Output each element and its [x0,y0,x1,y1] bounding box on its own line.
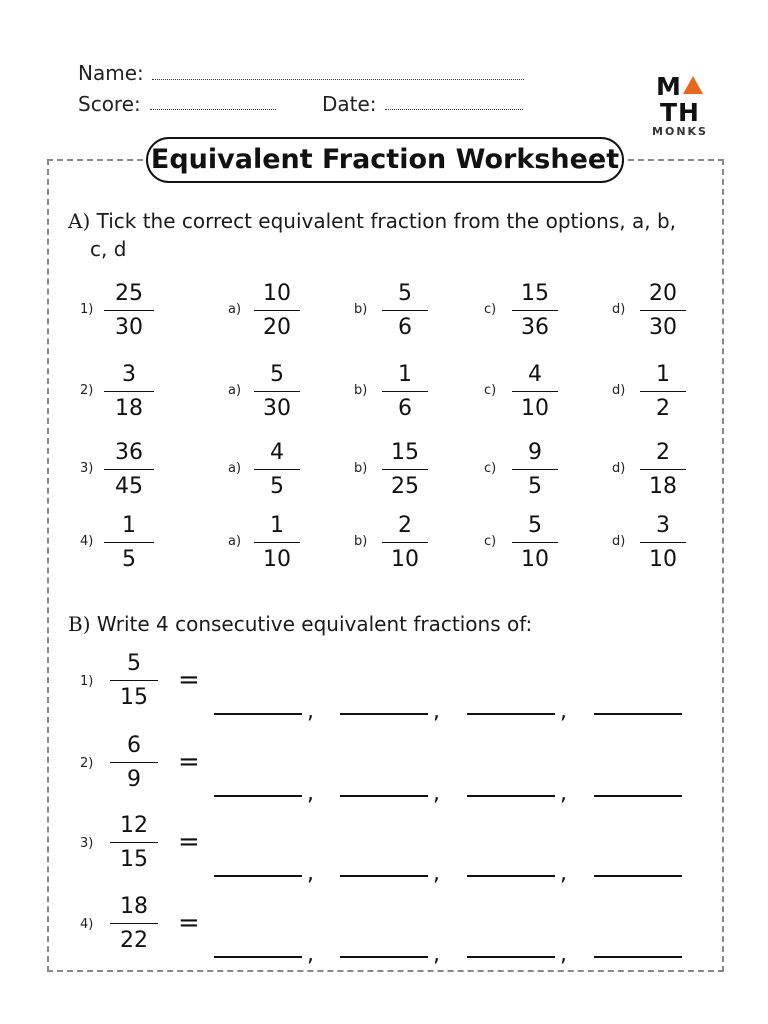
numerator: 15 [391,440,419,465]
fraction-bar [640,469,686,470]
option-fraction [640,513,686,573]
option-label[interactable]: a) [228,383,242,398]
fraction-bar [512,391,558,392]
denominator: 18 [115,396,143,421]
answer-blank[interactable] [214,875,302,877]
logo-wordmark: MTH [640,74,720,126]
date-field[interactable] [385,109,523,110]
numerator: 36 [115,440,143,465]
option-label[interactable]: a) [228,461,242,476]
section-a-instruction-cont: c, d [90,237,127,261]
answer-blank[interactable] [214,713,302,715]
question-number: 3) [80,461,94,476]
numerator: 5 [270,362,284,387]
numerator: 1 [270,513,284,538]
fraction-bar [104,542,154,543]
question-fraction [110,651,158,711]
question-number: 1) [80,674,94,689]
option-fraction [254,281,300,341]
option-fraction [254,440,300,500]
option-label[interactable]: c) [484,534,497,549]
score-label: Score: [78,92,141,116]
numerator: 9 [528,440,542,465]
denominator: 10 [521,547,549,572]
option-label[interactable]: c) [484,461,497,476]
triangle-icon [683,76,703,94]
question-number: 2) [80,383,94,398]
comma: , [433,781,440,806]
question-fraction [110,894,158,954]
name-label: Name: [78,61,144,85]
answer-blank[interactable] [467,795,555,797]
option-label[interactable]: d) [612,461,626,476]
option-label[interactable]: b) [354,534,368,549]
numerator: 3 [122,362,136,387]
numerator: 2 [656,440,670,465]
option-label[interactable]: b) [354,383,368,398]
fraction-bar [110,842,158,843]
numerator: 25 [115,281,143,306]
option-label[interactable]: d) [612,302,626,317]
answer-blank[interactable] [340,956,428,958]
section-b-instruction: Write 4 consecutive equivalent fractions of: [96,612,533,636]
fraction-bar [254,469,300,470]
fraction-bar [254,391,300,392]
denominator: 30 [649,315,677,340]
numerator: 1 [398,362,412,387]
answer-blank[interactable] [467,956,555,958]
fraction-bar [382,542,428,543]
answer-blank[interactable] [340,795,428,797]
math-monks-logo [640,74,720,138]
comma: , [307,942,314,967]
comma: , [560,781,567,806]
option-fraction [640,281,686,341]
numerator: 6 [127,733,141,758]
comma: , [560,861,567,886]
denominator: 22 [120,928,148,953]
option-fraction [254,513,300,573]
denominator: 30 [263,396,291,421]
fraction-bar [254,542,300,543]
section-a-heading [68,207,708,235]
score-field[interactable] [150,109,276,110]
option-fraction [640,440,686,500]
fraction-bar [104,469,154,470]
denominator: 10 [521,396,549,421]
option-fraction [382,440,428,500]
fraction-bar [110,762,158,763]
fraction-bar [110,680,158,681]
fraction-bar [640,310,686,311]
option-label[interactable]: c) [484,383,497,398]
fraction-bar [382,469,428,470]
option-fraction [512,513,558,573]
question-fraction [110,733,158,793]
section-b-heading [68,610,708,638]
fraction-bar [640,542,686,543]
denominator: 6 [398,315,412,340]
answer-blank[interactable] [467,875,555,877]
comma: , [560,699,567,724]
denominator: 2 [656,396,670,421]
section-a-letter: A) [68,209,91,233]
fraction-bar [110,923,158,924]
numerator: 5 [528,513,542,538]
question-number: 3) [80,836,94,851]
fraction-bar [512,542,558,543]
equals-sign: = [178,747,200,777]
comma: , [307,781,314,806]
answer-blank[interactable] [467,713,555,715]
equals-sign: = [178,827,200,857]
comma: , [307,699,314,724]
fraction-bar [640,391,686,392]
numerator: 1 [122,513,136,538]
option-label[interactable]: b) [354,302,368,317]
numerator: 4 [270,440,284,465]
question-fraction [104,281,154,341]
fraction-bar [104,310,154,311]
numerator: 3 [656,513,670,538]
question-number: 4) [80,534,94,549]
equals-sign: = [178,665,200,695]
numerator: 20 [649,281,677,306]
denominator: 30 [115,315,143,340]
answer-blank[interactable] [214,956,302,958]
comma: , [433,942,440,967]
option-fraction [382,281,428,341]
answer-blank[interactable] [594,713,682,715]
numerator: 15 [521,281,549,306]
denominator: 20 [263,315,291,340]
question-number: 4) [80,917,94,932]
answer-blank[interactable] [340,713,428,715]
fraction-bar [254,310,300,311]
comma: , [433,699,440,724]
denominator: 5 [528,474,542,499]
option-fraction [382,362,428,422]
fraction-bar [512,310,558,311]
comma: , [307,861,314,886]
numerator: 18 [120,894,148,919]
answer-blank[interactable] [594,795,682,797]
denominator: 15 [120,685,148,710]
denominator: 5 [122,547,136,572]
question-fraction [104,440,154,500]
question-number: 2) [80,756,94,771]
section-a-instruction: Tick the correct equivalent fraction from the options, a, b, [96,209,676,233]
comma: , [433,861,440,886]
numerator: 10 [263,281,291,306]
fraction-bar [382,310,428,311]
fraction-bar [512,469,558,470]
answer-blank[interactable] [340,875,428,877]
numerator: 1 [656,362,670,387]
option-label[interactable]: b) [354,461,368,476]
option-fraction [254,362,300,422]
numerator: 5 [398,281,412,306]
section-b-letter: B) [68,612,91,636]
question-fraction [104,513,154,573]
fraction-bar [382,391,428,392]
worksheet-title: Equivalent Fraction Worksheet [146,137,624,183]
equals-sign: = [178,908,200,938]
option-label[interactable]: a) [228,534,242,549]
logo-subtitle: MONKS [652,125,708,138]
numerator: 2 [398,513,412,538]
denominator: 6 [398,396,412,421]
option-label[interactable]: d) [612,383,626,398]
numerator: 5 [127,651,141,676]
name-field[interactable] [152,79,524,80]
option-label[interactable]: d) [612,534,626,549]
denominator: 25 [391,474,419,499]
date-label: Date: [322,92,377,116]
numerator: 4 [528,362,542,387]
question-fraction [104,362,154,422]
denominator: 10 [391,547,419,572]
option-fraction [512,281,558,341]
denominator: 10 [263,547,291,572]
answer-blank[interactable] [214,795,302,797]
option-label[interactable]: a) [228,302,242,317]
fraction-bar [104,391,154,392]
denominator: 15 [120,847,148,872]
comma: , [560,942,567,967]
question-fraction [110,813,158,873]
option-label[interactable]: c) [484,302,497,317]
option-fraction [512,362,558,422]
answer-blank[interactable] [594,875,682,877]
denominator: 36 [521,315,549,340]
question-number: 1) [80,302,94,317]
option-fraction [640,362,686,422]
denominator: 45 [115,474,143,499]
denominator: 18 [649,474,677,499]
option-fraction [512,440,558,500]
denominator: 10 [649,547,677,572]
answer-blank[interactable] [594,956,682,958]
denominator: 9 [127,767,141,792]
option-fraction [382,513,428,573]
numerator: 12 [120,813,148,838]
denominator: 5 [270,474,284,499]
